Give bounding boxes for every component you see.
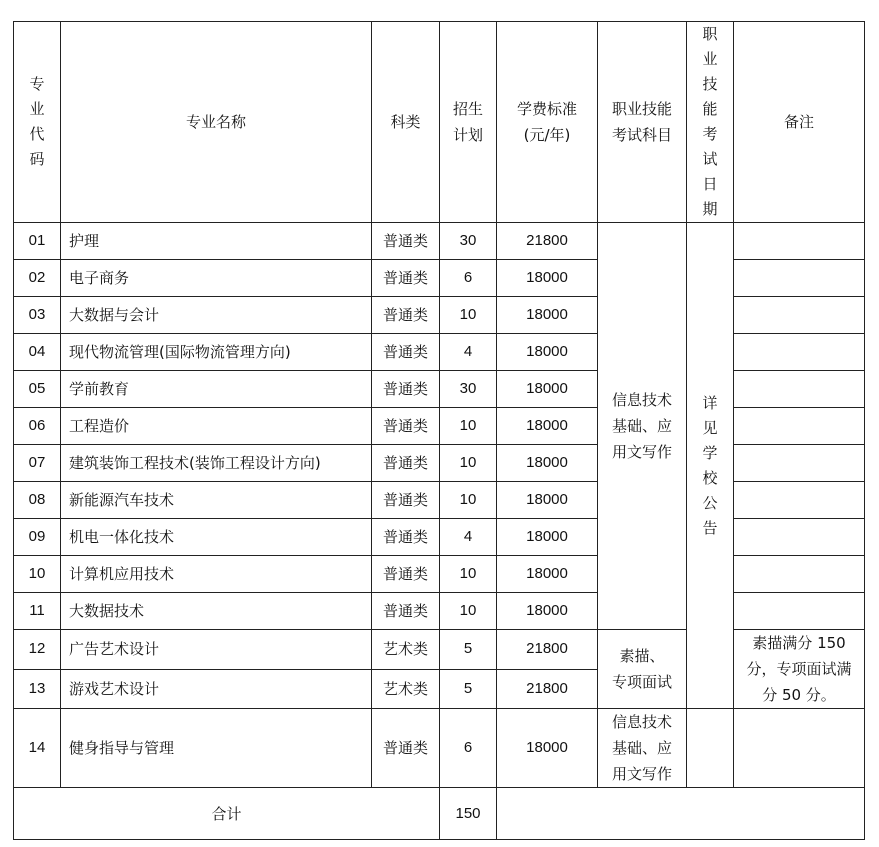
cell-remark [734, 519, 865, 556]
exam-subject-last: 信息技术 基础、应 用文写作 [598, 709, 687, 788]
cell-plan: 10 [440, 482, 497, 519]
cell-name: 计算机应用技术 [61, 556, 372, 593]
cell-name: 电子商务 [61, 260, 372, 297]
cell-name: 大数据与会计 [61, 297, 372, 334]
cell-name: 工程造价 [61, 408, 372, 445]
cell-code: 08 [14, 482, 61, 519]
cell-exam-date [687, 709, 734, 788]
cell-tuition: 18000 [497, 408, 598, 445]
cell-tuition: 18000 [497, 593, 598, 630]
cell-code: 02 [14, 260, 61, 297]
cell-tuition: 21800 [497, 669, 598, 709]
cell-name: 健身指导与管理 [61, 709, 372, 788]
cell-tuition: 18000 [497, 556, 598, 593]
cell-tuition: 21800 [497, 630, 598, 670]
total-label: 合计 [14, 788, 440, 840]
cell-code: 04 [14, 334, 61, 371]
cell-category: 普通类 [372, 593, 440, 630]
cell-remark [734, 260, 865, 297]
cell-remark [734, 297, 865, 334]
cell-tuition: 18000 [497, 709, 598, 788]
cell-category: 普通类 [372, 260, 440, 297]
cell-code: 01 [14, 223, 61, 260]
cell-remark [734, 556, 865, 593]
header-plan: 招生 计划 [440, 22, 497, 223]
exam-date-merged: 详 见 学 校 公 告 [687, 223, 734, 709]
cell-category: 普通类 [372, 408, 440, 445]
cell-code: 12 [14, 630, 61, 670]
cell-name: 广告艺术设计 [61, 630, 372, 670]
cell-category: 普通类 [372, 445, 440, 482]
cell-name: 游戏艺术设计 [61, 669, 372, 709]
total-plan: 150 [440, 788, 497, 840]
header-exam-subject: 职业技能 考试科目 [598, 22, 687, 223]
cell-name: 学前教育 [61, 371, 372, 408]
cell-code: 13 [14, 669, 61, 709]
cell-name: 护理 [61, 223, 372, 260]
cell-category: 普通类 [372, 297, 440, 334]
cell-tuition: 18000 [497, 445, 598, 482]
cell-tuition: 18000 [497, 371, 598, 408]
cell-name: 建筑装饰工程技术(装饰工程设计方向) [61, 445, 372, 482]
header-exam-date: 职 业 技 能 考 试 日 期 [687, 22, 734, 223]
cell-plan: 30 [440, 223, 497, 260]
cell-remark [734, 371, 865, 408]
cell-tuition: 21800 [497, 223, 598, 260]
cell-code: 05 [14, 371, 61, 408]
cell-tuition: 18000 [497, 260, 598, 297]
cell-category: 普通类 [372, 709, 440, 788]
remark-art: 素描满分 150 分，专项面试满 分 50 分。 [734, 630, 865, 709]
header-tuition: 学费标准 (元/年) [497, 22, 598, 223]
cell-tuition: 18000 [497, 482, 598, 519]
cell-code: 14 [14, 709, 61, 788]
cell-remark [734, 482, 865, 519]
cell-name: 现代物流管理(国际物流管理方向) [61, 334, 372, 371]
cell-name: 机电一体化技术 [61, 519, 372, 556]
cell-name: 新能源汽车技术 [61, 482, 372, 519]
cell-plan: 4 [440, 519, 497, 556]
cell-plan: 4 [440, 334, 497, 371]
header-name: 专业名称 [61, 22, 372, 223]
cell-plan: 10 [440, 297, 497, 334]
cell-remark [734, 334, 865, 371]
cell-category: 普通类 [372, 556, 440, 593]
cell-remark [734, 408, 865, 445]
cell-remark [734, 445, 865, 482]
cell-category: 普通类 [372, 334, 440, 371]
cell-plan: 10 [440, 593, 497, 630]
cell-code: 11 [14, 593, 61, 630]
cell-code: 06 [14, 408, 61, 445]
cell-tuition: 18000 [497, 297, 598, 334]
cell-category: 普通类 [372, 482, 440, 519]
cell-code: 10 [14, 556, 61, 593]
cell-plan: 10 [440, 445, 497, 482]
cell-category: 艺术类 [372, 669, 440, 709]
exam-subject-art: 素描、 专项面试 [598, 630, 687, 709]
cell-plan: 6 [440, 260, 497, 297]
total-empty [497, 788, 865, 840]
cell-remark [734, 223, 865, 260]
cell-category: 艺术类 [372, 630, 440, 670]
cell-plan: 5 [440, 630, 497, 670]
cell-plan: 6 [440, 709, 497, 788]
cell-code: 07 [14, 445, 61, 482]
cell-remark [734, 709, 865, 788]
enrollment-table [13, 21, 865, 840]
cell-plan: 10 [440, 556, 497, 593]
cell-tuition: 18000 [497, 334, 598, 371]
cell-plan: 5 [440, 669, 497, 709]
cell-category: 普通类 [372, 371, 440, 408]
cell-plan: 30 [440, 371, 497, 408]
cell-category: 普通类 [372, 223, 440, 260]
cell-code: 09 [14, 519, 61, 556]
cell-tuition: 18000 [497, 519, 598, 556]
exam-subject-general: 信息技术 基础、应 用文写作 [598, 223, 687, 630]
header-category: 科类 [372, 22, 440, 223]
cell-code: 03 [14, 297, 61, 334]
header-code: 专 业 代 码 [14, 22, 61, 223]
header-remark: 备注 [734, 22, 865, 223]
cell-category: 普通类 [372, 519, 440, 556]
cell-plan: 10 [440, 408, 497, 445]
cell-name: 大数据技术 [61, 593, 372, 630]
cell-remark [734, 593, 865, 630]
